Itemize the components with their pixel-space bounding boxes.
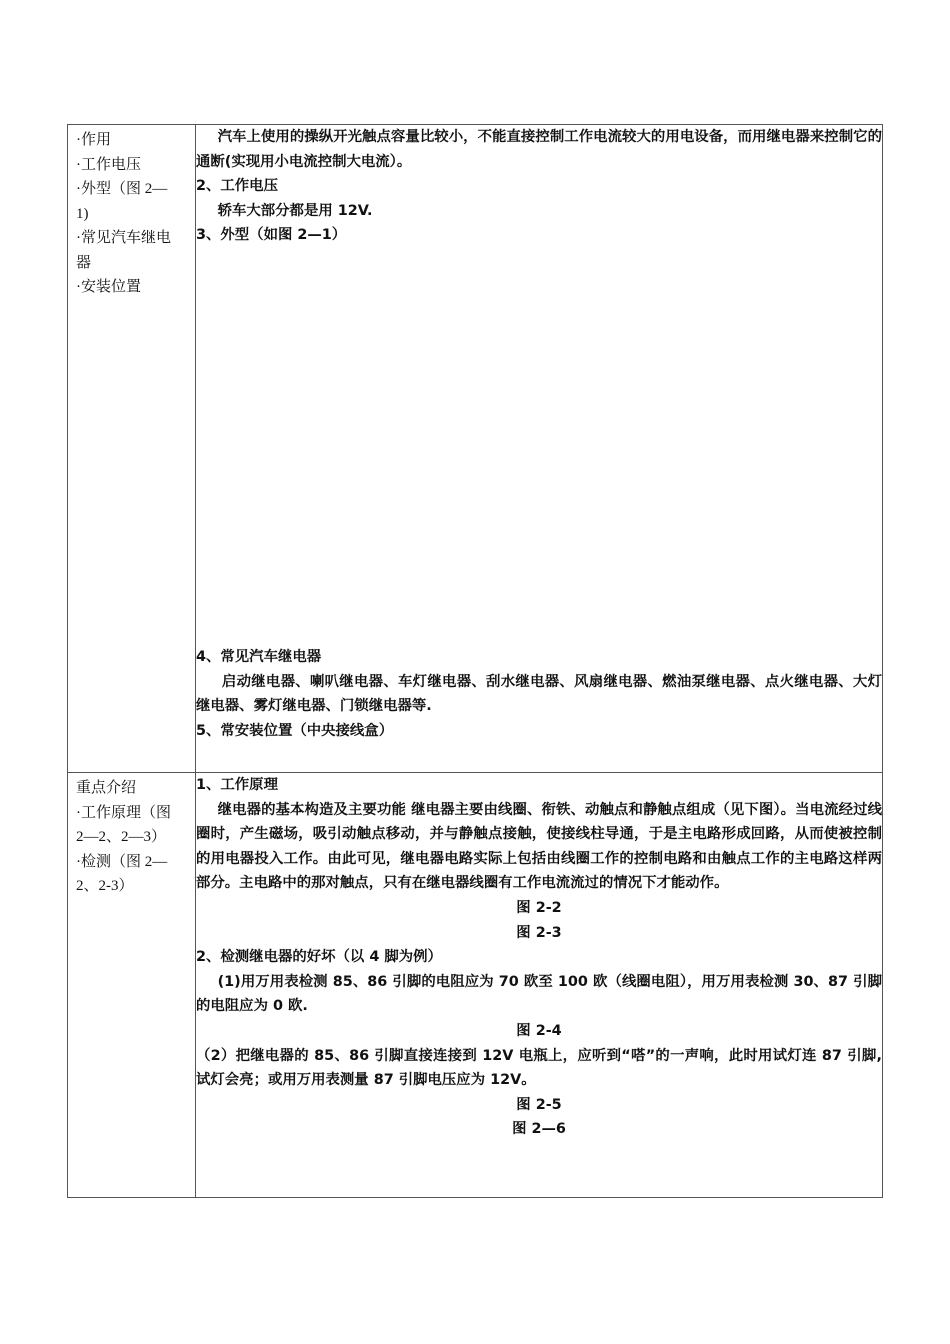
figure-caption: 图 2-2: [516, 899, 562, 916]
topic-list: [68, 125, 195, 300]
lesson-table: [67, 124, 883, 1198]
left-cell: [68, 773, 196, 1198]
content-cell: [196, 125, 883, 773]
topic-item: ·外型（图 2—: [76, 181, 168, 197]
topic-item: 器: [76, 254, 92, 271]
section-heading: 4、常见汽车继电器: [196, 648, 322, 665]
topic-item: ·安装位置: [76, 279, 141, 295]
section-heading: 1、工作原理: [196, 777, 278, 793]
topic-item: 重点介绍: [76, 780, 137, 796]
section-heading: 3、外型（如图 2—1）: [196, 227, 347, 244]
section-body: 继电器的基本构造及主要功能 继电器主要由线圈、衔铁、动触点和静触点组成（见下图）。当电流经过线圈时，产生磁场，吸引动触点移动，并与静触点接触，使接线柱导通，于是主电路形成回路，从而使被控制的用电器投入工作。由此可见，继电器电路实际上包括由线圈工作的控制电路和由触点工作的主电路这样两部分。主电路中的那对触点，只有在继电器线圈有工作电流流过的情况下才能动作。: [196, 801, 882, 892]
section-heading: 2、工作电压: [196, 178, 278, 195]
left-cell: [68, 125, 196, 773]
section-heading: 2、检测继电器的好坏（以 4 脚为例）: [196, 949, 442, 966]
topic-item: 2—2、2—3）: [76, 829, 167, 845]
section-body: 启动继电器、喇叭继电器、车灯继电器、刮水继电器、风扇继电器、燃油泵继电器、点火继电器、大灯继电器、雾灯继电器、门锁继电器等.: [196, 673, 882, 715]
content-cell: [196, 773, 883, 1198]
section-body: 轿车大部分都是用 12V.: [217, 202, 373, 219]
figure-caption: 图 2-5: [516, 1096, 562, 1113]
table-row: [68, 773, 883, 1198]
topic-item: 1): [76, 205, 89, 222]
figure-placeholder: [196, 248, 882, 645]
topic-item: ·检测（图 2—: [76, 853, 168, 870]
section-body: (1)用万用表检测 85、86 引脚的电阻应为 70 欧至 100 欧（线圈电阻），用万用表检测 30、87 引脚的电阻应为 0 欧.: [196, 973, 882, 1015]
topic-item: 2、2-3）: [76, 878, 134, 894]
topic-item: ·作用: [76, 132, 111, 148]
table-row: [68, 125, 883, 773]
intro-paragraph: 汽车上使用的操纵开光触点容量比较小，不能直接控制工作电流较大的用电设备，而用继电器来控制它的通断(实现用小电流控制大电流）。: [196, 129, 882, 170]
section-body: （2）把继电器的 85、86 引脚直接连接到 12V 电瓶上，应听到“嗒”的一声响，此时用试灯连 87 引脚,试灯会亮；或用万用表测量 87 引脚电压应为 12V。: [196, 1047, 882, 1089]
topic-item: ·工作电压: [76, 156, 141, 173]
section-heading: 5、常安装位置（中央接线盒）: [196, 722, 394, 739]
topic-item: ·常见汽车继电: [76, 230, 171, 246]
figure-caption: 图 2—6: [512, 1121, 566, 1138]
topic-item: ·工作原理（图: [76, 804, 171, 821]
topic-list: [68, 773, 195, 899]
figure-caption: 图 2-4: [516, 1022, 562, 1039]
figure-caption: 图 2-3: [516, 924, 562, 941]
